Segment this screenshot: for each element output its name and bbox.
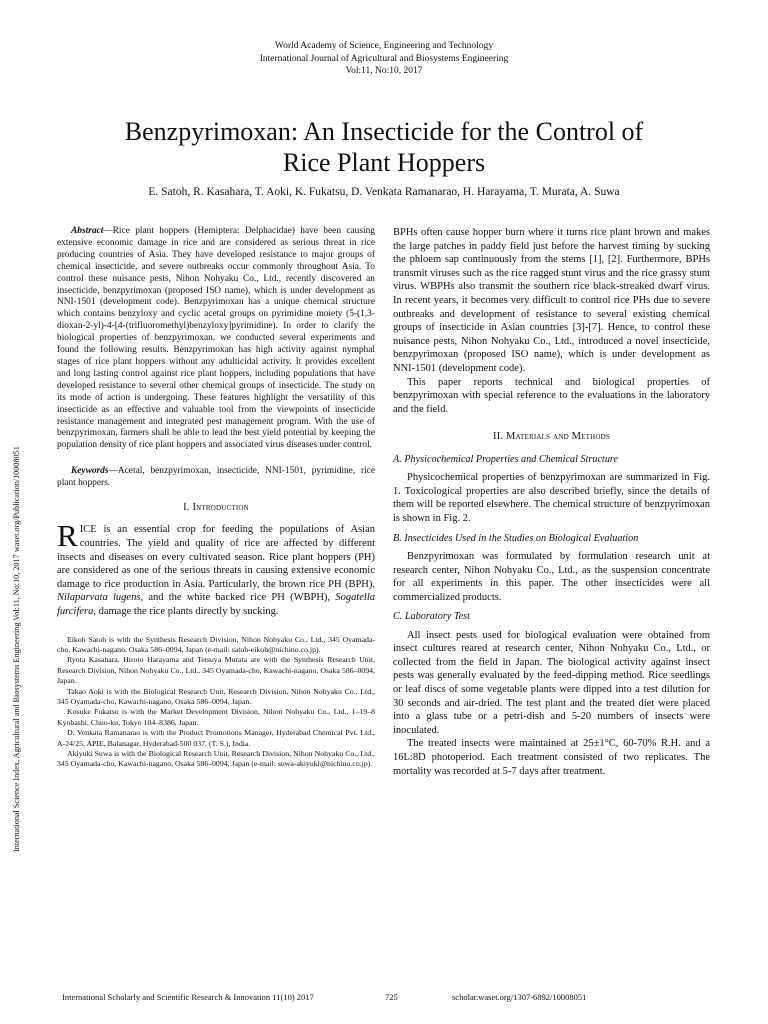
subsection-heading-c: C. Laboratory Test [393,611,470,623]
right-column [393,226,710,778]
intro-text-1: ICE is an essential crop for feeding the populations of Asian countries. The yield and quality of rice are affected by different insects and diseases on every cultivated season. Rice plant hoppers (PH) are considered as one of the serious threats in causing extensive economic damage to rice production in Asia. Particularly, the brown rice PH (BPH), [57,524,375,590]
body-paragraph: Physicochemical properties of benzpyrimoxan are summarized in Fig. 1. Toxicological properties are also described briefly, since the details of them will be reported elsewhere. The chemical structure of benzpyrimoxan is shown in Fig. 2. [393,472,710,524]
side-margin-note: International Science Index, Agricultural and Biosystems Engineering Vol:11, No:10, 2017 waset.org/Publication/10008051 [12,446,21,852]
keywords [57,466,375,490]
left-column [57,226,375,770]
body-paragraph: The treated insects were maintained at 25±1°C, 60-70% R.H. and a 16L:8D photoperiod. Each treatment consisted of two replicates. The mortality was recorded at 5-7 days after treatment. [393,738,710,777]
abstract-lead: Abstract [71,226,104,236]
keywords-text: —Acetal, benzpyrimoxan, insecticide, NNI-1501, pyrimidine, rice plant hoppers. [57,466,375,489]
drop-cap: R [57,518,78,554]
affiliation-item: Kosuke Fukatsu is with the Market Development Division, Nihon Nohyaku Co., Ltd., 1–19–8 Kyobashi, Chuo-ku, Tokyo 104–8386, Japan. [57,707,375,727]
body-paragraph: All insect pests used for biological evaluation were obtained from insect cultures reared at research center, Nihon Nohyaku Co., Ltd., or collected from the field in Japan. The biological activity against insect pests was generally evaluated by the feed-dipping method. Rice seedlings or leaf discs of some vegetable plants were dipped into a test dilution for 30 seconds and air-dried. The test plant and the treated diet were placed into a glass tube or a petri-dish and 5-20 numbers of insects were inoculated. [393,629,710,736]
abstract [57,226,375,452]
body-paragraph: BPHs often cause hopper burn where it turns rice plant brown and makes the large patches in paddy field just before the harvest timing by sucking the phloem sap continuously from the stems [1], [2]. Furthermore, BPHs transmit viruses such as the rice ragged stunt virus and the rice grassy stunt virus. WBPHs also transmit the southern rice black-streaked dwarf virus. In recent years, it becomes very difficult to control rice PHs due to severe outbreaks and development of resistance to several existing chemical groups of insecticide in Asian countries [3]-[7]. Hence, to control these nuisance pests, Nihon Nohyaku Co., Ltd., introduced a novel insecticide, benzpyrimoxan (proposed ISO name), which is under development as NNI-1501 (development code). [393,227,710,374]
paper-title [40,116,728,178]
affiliation-item: D. Venkata Ramanarao is with the Product Promotions Manager, Hyderabad Chemical Pvt. Ltd., A-24/25, APIE, Balanagar, Hyderabad-500 037. (T. S.), India. [57,728,375,748]
title-line-2: Rice Plant Hoppers [282,148,486,177]
author-list: E. Satoh, R. Kasahara, T. Aoki, K. Fukatsu, D. Venkata Ramanarao, H. Harayama, T. Murata, A. Suwa [148,186,620,198]
footer-url: scholar.waset.org/1307-6892/10008051 [452,992,587,1002]
intro-text-2: , and the white backed rice PH (WBPH), [140,592,336,604]
header-line-2: International Journal of Agricultural and Biosystems Engineering [259,53,509,64]
author-affiliations [57,635,375,770]
intro-paragraph [57,518,375,618]
abstract-text: —Rice plant hoppers (Hemiptera: Delphacidae) have been causing extensive economic damage in rice and are considered as serious threat in rice producing countries of Asia. They have developed resistance to major groups of chemical insecticide, and severe outbreaks occur commonly throughout Asia. To control these nuisance pests, Nihon Nohyaku Co., Ltd., recently discovered an insecticide, benzpyrimoxan (proposed ISO name), which is under development as NNI-1501 (development code). Benzpyrimoxan has a unique chemical structure which contains benzyloxy and cyclic acetal groups on pyrimidine moiety (5-(1,3-dioxan-2-yl)-4-[4-(trifluoromethyl)benzyloxy]pyrimidine). In order to clarify the biological properties of benzpyrimoxan, we conducted several experiments and found the following results. Benzpyrimoxan has high activity against nymphal stages of rice plant hoppers without any adulticidal activity. It provides excellent and long lasting control against rice plant hoppers, including populations that have developed resistance to several other chemical groups of insecticide. The study on its mode of action is undergoing. These features highlight the versatility of this insecticide as an effective and valuable tool from the viewpoints of insecticide resistance management and integrated pest management program. With the use of benzpyrimoxan, farmers shall be able to lead the best yield potential by keeping the population density of rice plant hoppers and associated virus diseases under control. [57,226,375,451]
subsection-heading-b: B. Insecticides Used in the Studies on Biological Evaluation [393,532,639,544]
intro-text-3: , damage the rice plants directly by sucking. [93,606,279,617]
page-number: 725 [385,992,398,1002]
section-heading-materials-methods: II. Materials and Methods [493,431,610,443]
subsection-heading-a: A. Physicochemical Properties and Chemical Structure [393,453,619,465]
species-name-wbph: Sogatella furcifera [57,592,375,617]
affiliation-item: Eikoh Satoh is with the Synthesis Research Division, Nihon Nohyaku Co., Ltd., 345 Oyamada-cho, Kawachi-nagano, Osaka 586–0094, Japan (e-mail: satoh-eikoh@nichino.co.jp). [57,634,375,654]
journal-header [0,40,768,78]
affiliation-item: Ryota Kasahara, Hiroto Harayama and Tetsuya Murata are with the Synthesis Research Unit, Research Division, Nihon Nohyaku Co., Ltd., 345 Oyamada-cho, Kawachi-nagano, Osaka 586–0094, Japan. [57,655,375,686]
body-paragraph: Benzpyrimoxan was formulated by formulation research unit at research center, Nihon Nohyaku Co., Ltd., as the suspension concentrate for all experiments in this paper. The other insecticides were all commercialized products. [393,550,710,603]
affiliation-item: Akiyuki Suwa is with the Biological Research Unit, Research Division, Nihon Nohyaku Co., Ltd., 345 Oyamada-cho, Kawachi-nagano, Osaka 586–0094, Japan (e-mail: suwa-akiyuki@nichino.co.jp). [57,749,375,769]
species-name-bph: Nilaparvata lugens [57,592,141,604]
keywords-lead: Keywords [71,466,109,477]
section-heading-introduction: I. Introduction [183,502,249,514]
header-line-1: World Academy of Science, Engineering and Technology [274,41,494,51]
body-paragraph: This paper reports technical and biological properties of benzpyrimoxan with special reference to the evaluations in the laboratory and the field. [393,376,710,415]
affiliation-item: Takao Aoki is with the Biological Research Unit, Research Division, Nihon Nohyaku Co., Ltd., 345 Oyamada-cho, Kawachi-nagano, Osaka 586–0094, Japan. [57,686,375,707]
header-line-3: Vol:11, No:10, 2017 [345,66,423,76]
footer-journal: International Scholarly and Scientific Research & Innovation 11(10) 2017 [62,992,314,1002]
title-line-1: Benzpyrimoxan: An Insecticide for the Control of [124,117,644,146]
